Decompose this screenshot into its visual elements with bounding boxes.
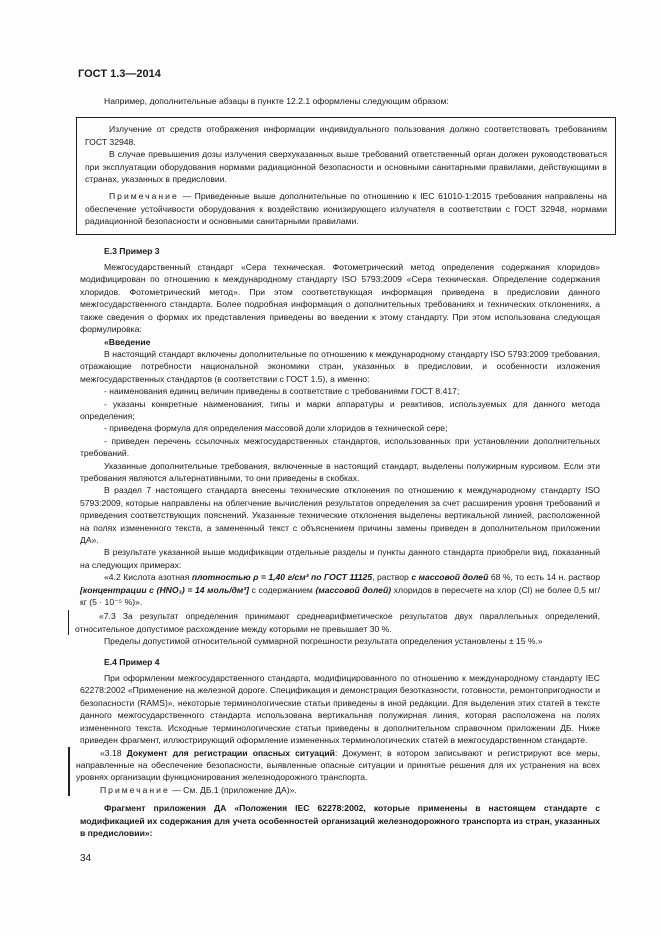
list-item: - приведена формула для определения массовой доли хлоридов в технической сере;: [104, 423, 448, 434]
example-7-3-limits: Пределы допустимой относительной суммарной погрешности результата определения установлены ± 15 %.»: [104, 636, 543, 647]
example-7-3: «7.3 За результат определения принимают среднеарифметическое результатов двух параллельных определений, относительное допустимое расхождение между которыми не превышает 30 %.: [75, 611, 600, 634]
e3-paragraph-3: Указанные дополнительные требования, включенные в настоящий стандарт, выделены полужирным курсивом. Если эти требования являются альтернативными, то они приведены в скобках.: [80, 460, 600, 483]
page-body: [75, 95, 607, 839]
e4-paragraph-1: При оформлении межгосударственного стандарта, модифицированного по отношению к международному стандарту IEC 62278:2002 «Применение на железной дороге. Спецификация и демонстрация безотказности, готовности, ремонтопригодности и безопасности (RAMS)», некоторые терминологические статьи приведены в иной редакции. Для выделения этих статей в тексте данного межгосударственного стандарта использована вертикальная полужирная линия, которая расположена на полях измененного текста. Исходные терминологические статьи приведены в дополнительном справочном приложении ДБ. Ниже приведен фрагмент, иллюстрирующий оформление измененных терминологических статей в межгосударственном стандарте.: [80, 673, 600, 746]
appendix-fragment-heading: Фрагмент приложения ДА «Положения IEC 62278:2002, которые применены в настоящем стандарте с модификацией их содержания для учета особенностей организаций железнодорожного транспорта из стран, указанных в предисловии»:: [80, 803, 600, 838]
changed-text-marker: [68, 610, 600, 635]
e3-paragraph-5: В результате указанной выше модификации отдельные разделы и пункты данного стандарта приобрели вид, показанный на следующих примерах:: [80, 547, 600, 570]
box-paragraph-2: В случае превышения дозы излучения сверхуказанных выше требований ответственный орган должен руководствоваться при эксплуатации оборудования нормами радиационной безопасности и основными санитарными правилами, действующими в странах, указанных в предисловии.: [85, 149, 607, 185]
term-note: Примечание — См. ДБ.1 (приложение ДА)».: [100, 784, 297, 795]
document-header: ГОСТ 1.3—2014: [78, 68, 161, 80]
section-e4-heading: Е.4 Пример 4: [104, 656, 160, 667]
changed-term-marker: [68, 747, 600, 797]
box-paragraph-1: Излучение от средств отображения информации индивидуального пользования должно соответствовать требованиям ГОСТ 32948.: [85, 124, 607, 147]
page-number: 34: [80, 853, 92, 864]
introduction-heading: «Введение: [104, 336, 151, 347]
e3-paragraph-1: Межгосударственный стандарт «Сера техническая. Фотометрический метод определения содержания хлоридов» модифицирован по отношению к международному стандарту ISO 5793:2009 «Сера техническая. Определение содержания хлоридов. Фотометрический метод». При этом соответствующая информация приведена в предисловии данного межгосударственного стандарта. Более подробная информация о дополнительных требованиях и технических отклонениях, а также сведения о формах их представления приведены во введении к этому стандарту. При этом использована следующая формулировка:: [80, 262, 600, 335]
list-item: - приведен перечень ссылочных межгосударственных стандартов, использованных при установлении дополнительных требований.: [80, 435, 600, 459]
list-item: - наименования единиц величин приведены в соответствие с требованиями ГОСТ 8.417;: [104, 386, 460, 397]
list-item: - указаны конкретные наименования, типы и марки аппаратуры и реактивов, используемых для данного метода определения;: [80, 398, 600, 421]
intro-line: Например, дополнительные абзацы в пункте 12.2.1 оформлены следующим образом:: [104, 96, 449, 106]
e3-paragraph-2: В настоящий стандарт включены дополнительные по отношению к международному стандарту ISO 5793:2009 требования, отражающие потребности национальной экономики стран, указанных в предисловии, и особенности изложения межгосударственных стандартов (в соответствии с ГОСТ 1.5), а именно:: [80, 348, 600, 384]
box-note: Примечание — Приведенные выше дополнительные по отношению к IEC 61010-1:2015 требования направлены на обеспечение устойчивости оборудования к воздействию ионизирующего излучателя в соответствии с ГОСТ 32948, нормами радиационной безопасности и основными санитарными правилами.: [85, 191, 607, 227]
section-e3-heading: Е.3 Пример 3: [104, 245, 160, 256]
example-4-2: «4.2 Кислота азотная плотностью ρ = 1,40 г/см³ по ГОСТ 11125, раствор с массовой долей 68 %, то есть 14 н. раствор [концентрации с (HNO₃) = 14 моль/дм³] с содержанием (массовой долей) хлоридов в пересчете на хлор (Cl) не более 0,5 мг/кг (5 · 10⁻⁵ %)».: [80, 572, 601, 608]
term-3-18: «3.18 Документ для регистрации опасных ситуаций: Документ, в котором записывают и регистрируют все меры, направленные на обеспечение безопасности, выявленные опасные ситуации и принятые решения для их устранения на всех уровнях организации функционирования железнодорожного транспорта.: [76, 747, 600, 783]
e3-paragraph-4: В раздел 7 настоящего стандарта внесены технические отклонения по отношению к международному стандарту ISO 5793:2009, которые направлены на облегчение вычисления результатов определения за счет расширения уровня требований и приведения соответствующих пояснений. Указанные технические отклонения выделены вертикальной линией, расположенной на полях измененного текста, а замененный текст с объяснением причины замены приведен в дополнительном приложении ДА».: [80, 485, 600, 545]
inserted-text-box: [76, 117, 616, 234]
